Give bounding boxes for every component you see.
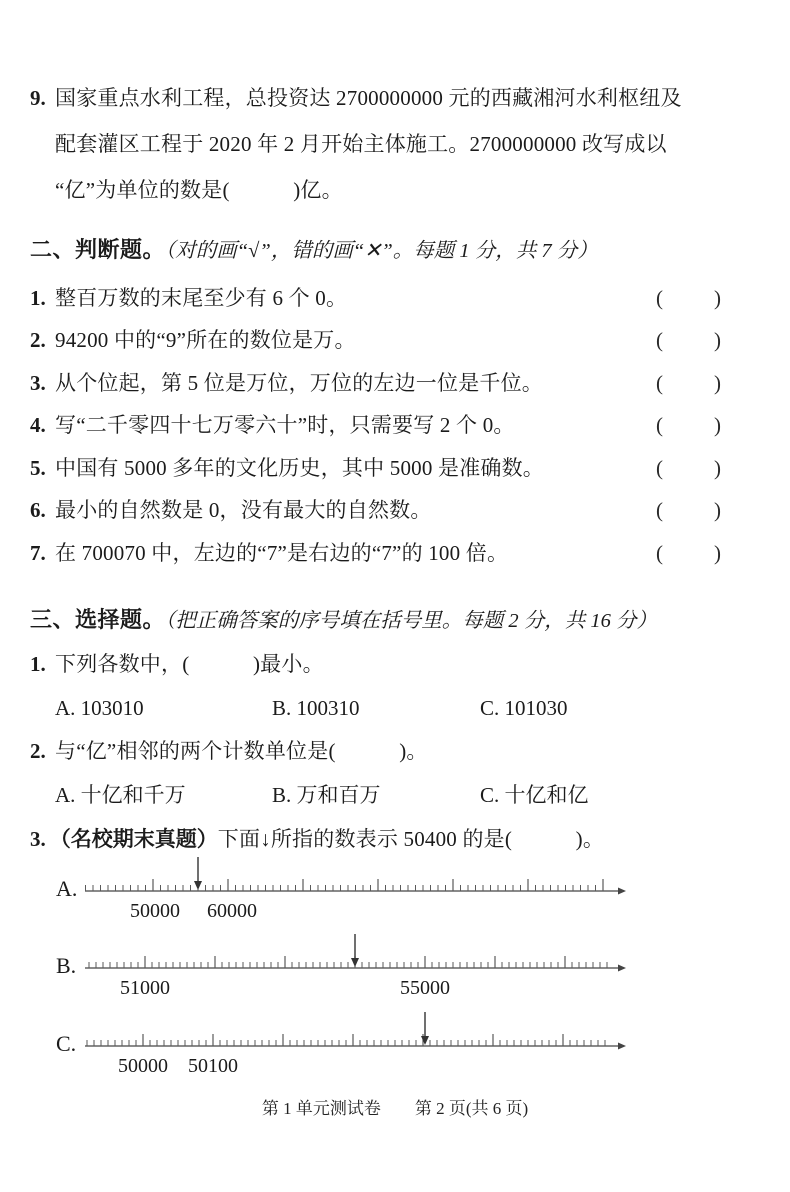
judgment-item-7 bbox=[0, 540, 790, 570]
option-a: A. 十亿和千万 bbox=[55, 783, 186, 807]
number-line-letter: A. bbox=[56, 876, 78, 901]
item-text: 写“二千零四十七万零六十”时，只需要写 2 个 0。 bbox=[55, 413, 515, 437]
item-text: 最小的自然数是 0，没有最大的自然数。 bbox=[55, 498, 432, 522]
number-line-letter: B. bbox=[56, 953, 77, 978]
section-3-header bbox=[30, 606, 657, 635]
answer-bracket-close: ) bbox=[714, 371, 721, 395]
option-c: C. 101030 bbox=[480, 696, 568, 720]
question-number: 3. bbox=[30, 827, 46, 851]
item-text: 在 700070 中，左边的“7”是右边的“7”的 100 倍。 bbox=[55, 541, 509, 565]
judgment-item-5 bbox=[0, 455, 790, 485]
answer-bracket-close: ) bbox=[714, 541, 721, 565]
section-2-header bbox=[30, 236, 598, 265]
item-text: 94200 中的“9”所在的数位是万。 bbox=[55, 328, 356, 352]
answer-bracket-open: ( bbox=[656, 328, 663, 352]
page-footer: 第 1 单元测试卷 第 2 页(共 6 页) bbox=[261, 1099, 529, 1118]
judgment-item-1 bbox=[0, 285, 790, 315]
question-9-line-3: “亿”为单位的数是( )亿。 bbox=[55, 178, 343, 202]
svg-text:51000: 51000 bbox=[120, 977, 170, 999]
question-text: 国家重点水利工程，总投资达 2700000000 元的西藏湘河水利枢纽及 bbox=[55, 86, 682, 110]
number-line-b bbox=[85, 930, 630, 1008]
answer-bracket-open: ( bbox=[656, 456, 663, 480]
option-b: B. 万和百万 bbox=[272, 783, 381, 807]
number-line-c bbox=[85, 1008, 630, 1086]
answer-bracket-close: ) bbox=[714, 286, 721, 310]
svg-text:60000: 60000 bbox=[207, 900, 257, 922]
question-text: 下列各数中，( )最小。 bbox=[55, 652, 324, 676]
question-text: 下面↓所指的数表示 50400 的是( )。 bbox=[217, 827, 605, 851]
answer-bracket-close: ) bbox=[714, 413, 721, 437]
answer-bracket-close: ) bbox=[714, 498, 721, 522]
section-3-title: 三、选择题。 bbox=[30, 607, 166, 632]
judgment-item-3 bbox=[0, 370, 790, 400]
item-number: 6. bbox=[30, 498, 46, 522]
answer-bracket-open: ( bbox=[656, 413, 663, 437]
option-c: C. 十亿和亿 bbox=[480, 783, 589, 807]
answer-bracket-open: ( bbox=[656, 541, 663, 565]
number-line-a bbox=[85, 853, 630, 931]
option-a: A. 103010 bbox=[55, 696, 144, 720]
answer-bracket-open: ( bbox=[656, 286, 663, 310]
svg-text:55000: 55000 bbox=[400, 977, 450, 999]
question-9-line-2: 配套灌区工程于 2020 年 2 月开始主体施工。2700000000 改写成以 bbox=[55, 132, 667, 156]
answer-bracket-close: ) bbox=[714, 456, 721, 480]
item-text: 中国有 5000 多年的文化历史，其中 5000 是准确数。 bbox=[55, 456, 544, 480]
item-number: 1. bbox=[30, 286, 46, 310]
number-line-row-b bbox=[0, 930, 790, 1008]
question-text: 与“亿”相邻的两个计数单位是( )。 bbox=[55, 739, 428, 763]
judgment-item-4 bbox=[0, 412, 790, 442]
section-3-subtitle: （把正确答案的序号填在括号里。每题 2 分，共 16 分） bbox=[165, 610, 658, 632]
item-text: 整百万数的末尾至少有 6 个 0。 bbox=[55, 286, 348, 310]
number-line-letter: C. bbox=[56, 1031, 77, 1056]
choice-question-3 bbox=[30, 826, 604, 853]
number-line-row-a bbox=[0, 853, 790, 931]
svg-text:50000: 50000 bbox=[130, 900, 180, 922]
number-line-row-c bbox=[0, 1008, 790, 1086]
question-tag: （名校期末真题） bbox=[49, 828, 218, 851]
item-number: 3. bbox=[30, 371, 46, 395]
section-2-title: 二、判断题。 bbox=[30, 237, 166, 262]
item-number: 4. bbox=[30, 413, 46, 437]
svg-text:50100: 50100 bbox=[188, 1055, 238, 1077]
answer-bracket-close: ) bbox=[714, 328, 721, 352]
option-b: B. 100310 bbox=[272, 696, 360, 720]
item-number: 5. bbox=[30, 456, 46, 480]
item-number: 2. bbox=[30, 328, 46, 352]
question-number: 9. bbox=[30, 86, 46, 110]
section-2-subtitle: （对的画“√”，错的画“✕”。每题 1 分，共 7 分） bbox=[165, 240, 598, 262]
answer-bracket-open: ( bbox=[656, 371, 663, 395]
svg-text:50000: 50000 bbox=[118, 1055, 168, 1077]
item-number: 7. bbox=[30, 541, 46, 565]
item-text: 从个位起，第 5 位是万位，万位的左边一位是千位。 bbox=[55, 371, 543, 395]
question-number: 1. bbox=[30, 652, 46, 676]
question-number: 2. bbox=[30, 739, 46, 763]
judgment-item-6 bbox=[0, 497, 790, 527]
judgment-item-2 bbox=[0, 327, 790, 357]
answer-bracket-open: ( bbox=[656, 498, 663, 522]
